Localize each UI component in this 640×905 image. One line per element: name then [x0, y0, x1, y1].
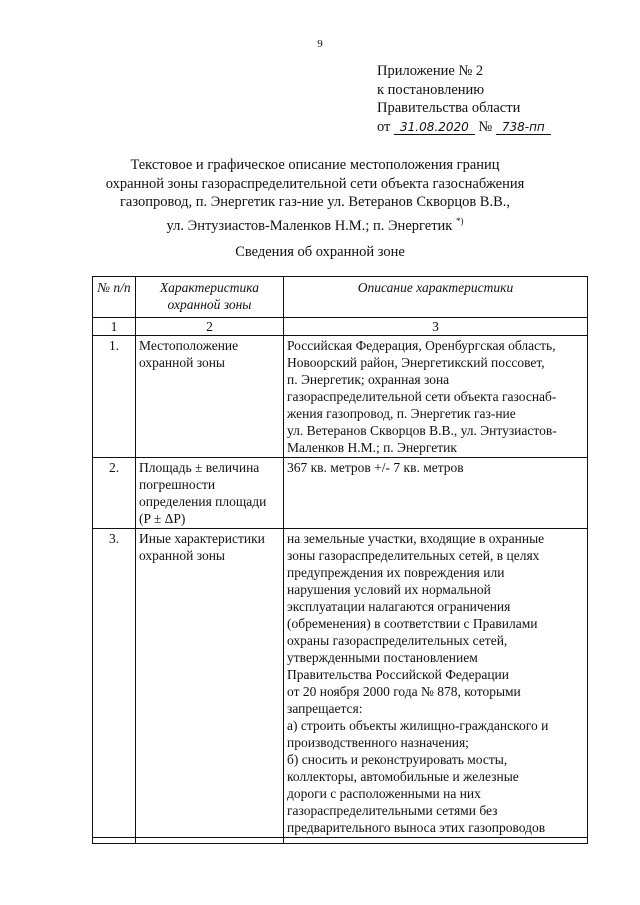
description-line: зоны газораспределительных сетей, в целях — [287, 548, 540, 563]
title-line-3: газопровод, п. Энергетик газ-ние ул. Ветеранов Скворцов В.В., — [119, 194, 511, 210]
table-row — [93, 529, 588, 838]
table-header-row — [93, 277, 588, 318]
row-number: 2. — [93, 458, 136, 529]
row-description — [284, 458, 588, 529]
appendix-line-government: Правительства области — [377, 100, 521, 116]
appendix-title: Приложение № 2 — [377, 63, 484, 79]
number-prefix: № — [478, 118, 493, 135]
header-characteristic: Характеристика охранной зоны — [136, 277, 284, 318]
description-line: а) строить объекты жилищно-гражданского и — [287, 718, 549, 733]
description-line: предупреждения их повреждения или — [287, 565, 505, 580]
description-line: утвержденными постановлением — [287, 650, 478, 665]
title-line-4-text: ул. Энтузиастов-Маленков Н.М.; п. Энергетик — [166, 217, 453, 234]
appendix-block — [377, 62, 551, 136]
continuation-cell — [284, 838, 588, 844]
page-number: 9 — [317, 38, 323, 50]
description-line: 367 кв. метров +/- 7 кв. метров — [287, 460, 464, 475]
description-line: запрещается: — [287, 701, 363, 716]
description-line: газораспределительными сетями без — [287, 803, 498, 818]
column-number: 2 — [136, 318, 284, 336]
header-num: № п/п — [93, 277, 136, 318]
description-line: Маленков Н.М.; п. Энергетик — [287, 440, 457, 455]
description-line: охраны газораспределительных сетей, — [287, 633, 508, 648]
date-prefix: от — [377, 118, 391, 135]
row-description — [284, 529, 588, 838]
description-line: Новоорский район, Энергетикский поссовет, — [287, 355, 545, 370]
table-row — [93, 458, 588, 529]
description-line: дороги с расположенными на них — [287, 786, 481, 801]
column-number: 3 — [284, 318, 588, 336]
description-line: п. Энергетик; охранная зона — [287, 372, 450, 387]
footnote-mark: *) — [455, 215, 464, 226]
continuation-cell — [136, 838, 284, 844]
table-row — [93, 336, 588, 458]
title-line-1: Текстовое и графическое описание местоположения границ — [130, 157, 500, 173]
handwritten-number: 738-пп — [496, 120, 551, 135]
row-number: 3. — [93, 529, 136, 838]
row-characteristic: Местоположение охранной зоны — [136, 336, 284, 458]
description-line: от 20 ноября 2000 года № 878, которыми — [287, 684, 521, 699]
column-number: 1 — [93, 318, 136, 336]
description-line: газораспределительной сети объекта газоснаб- — [287, 389, 557, 404]
description-line: производственного назначения; — [287, 735, 469, 750]
description-line: нарушения условий их нормальной — [287, 582, 491, 597]
column-number-row — [93, 318, 588, 336]
description-line: коллекторы, автомобильные и железные — [287, 769, 519, 784]
description-line: жения газопровод, п. Энергетик газ-ние — [287, 406, 516, 421]
header-description: Описание характеристики — [284, 277, 588, 318]
section-subtitle: Сведения об охранной зоне — [235, 244, 405, 260]
appendix-date-line — [377, 118, 551, 137]
row-description — [284, 336, 588, 458]
row-characteristic: Площадь ± величина погрешности определения площади (P ± ΔP) — [136, 458, 284, 529]
description-line: (обременения) в соответствии с Правилами — [287, 616, 538, 631]
row-characteristic: Иные характеристики охранной зоны — [136, 529, 284, 838]
description-line: б) сносить и реконструировать мосты, — [287, 752, 508, 767]
document-title — [90, 156, 540, 235]
description-line: эксплуатации налагаются ограничения — [287, 599, 511, 614]
continuation-cell — [93, 838, 136, 844]
description-line: Российская Федерация, Оренбургская область, — [287, 338, 556, 353]
description-line: предварительного выноса этих газопроводов — [287, 820, 546, 835]
table-continuation-row — [93, 838, 588, 844]
row-number: 1. — [93, 336, 136, 458]
description-line: ул. Ветеранов Скворцов В.В., ул. Энтузиастов- — [287, 423, 557, 438]
zone-info-table — [92, 276, 588, 844]
title-line-2: охранной зоны газораспределительной сети объекта газоснабжения — [105, 175, 525, 192]
appendix-line-resolution: к постановлению — [377, 81, 485, 98]
description-line: Правительства Российской Федерации — [287, 667, 509, 682]
title-line-4 — [90, 212, 540, 235]
description-line: на земельные участки, входящие в охранные — [287, 531, 545, 546]
handwritten-date: 31.08.2020 — [394, 120, 475, 135]
